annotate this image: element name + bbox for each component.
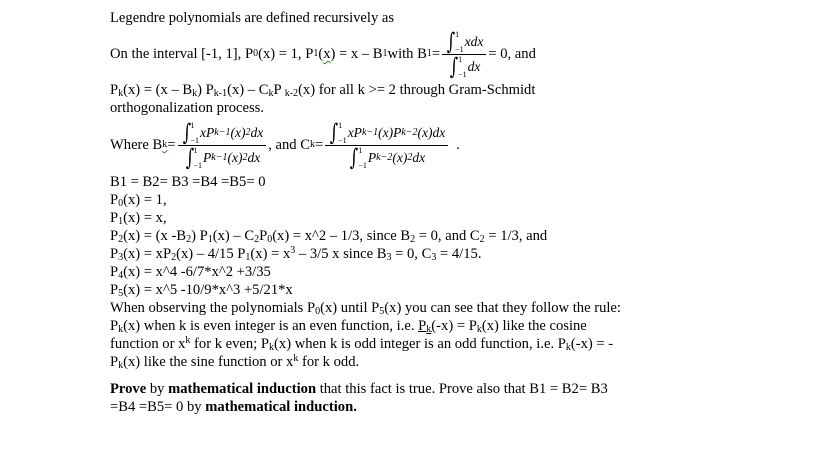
text-run: -x) = P <box>436 318 477 334</box>
text-run: (x) = (x – B <box>123 82 193 98</box>
text-run: mathematical induction. <box>205 399 357 415</box>
text-run: 4 <box>118 270 124 281</box>
text-run: (-x) = - <box>570 336 614 352</box>
text-run: 0 <box>118 198 124 209</box>
text-run: P <box>110 318 119 334</box>
integral-sign: ∫ 1 −1 <box>449 53 467 80</box>
text-run: k <box>293 353 299 364</box>
prove-line-2 <box>110 398 710 416</box>
recurrence-line-2: orthogonalization process. <box>110 100 265 116</box>
text-run: B1 = B2= B3 =B4 =B5= 0 <box>110 174 266 190</box>
recurrence-line-1 <box>110 81 710 99</box>
text-run: P <box>273 82 285 98</box>
result-line <box>110 263 710 281</box>
text-run: k <box>118 324 124 335</box>
result-line <box>110 191 710 209</box>
text-run: – 3/5 x since B <box>295 246 387 262</box>
text-run: (x) = (x -B <box>123 228 187 244</box>
results-block <box>110 173 710 371</box>
text-run: (x) = x^5 -10/9*x^3 +5/21*x <box>123 282 293 298</box>
text-run: 0 <box>315 306 321 317</box>
text-run: (x) = x^2 – 1/3, since B <box>272 228 411 244</box>
result-line <box>110 209 710 227</box>
text-run: k <box>192 88 198 99</box>
text-run: (x) – 4/15 P <box>176 246 246 262</box>
b1-fraction: ∫ 1 −1 xdx ∫ 1 −1 dx <box>442 30 486 79</box>
text-run: 1 <box>207 234 213 245</box>
text-run: 2 <box>186 234 192 245</box>
text-run: (x) for all k >= 2 through Gram-Schmidt <box>298 82 536 98</box>
text-run: (x) like the cosine <box>481 318 587 334</box>
text-run: P <box>110 82 119 98</box>
result-line <box>110 353 710 371</box>
text-run: k-2 <box>284 88 299 99</box>
text-run: k <box>476 324 482 335</box>
text-run: (x) like the sine function or x <box>123 354 294 370</box>
text-run: mathematical induction <box>168 381 317 397</box>
text-run: function or x <box>110 336 186 352</box>
interval-lead: On the interval [-1, 1], P <box>110 46 254 62</box>
text-run: (x) = xP <box>123 246 172 262</box>
result-line <box>110 281 710 299</box>
bk-fraction: ∫ 1 −1 xP k−1 (x) 2 dx ∫ 1 −1 P k−1 (x) 2 dx <box>178 121 267 170</box>
text-run: (x) when k is even integer is an even function, i.e. <box>123 318 419 334</box>
text-run: for k even; P <box>190 336 270 352</box>
text-run: (x) until P <box>320 300 380 316</box>
text-run: k <box>269 342 275 353</box>
text-run: When observing the polynomials P <box>110 300 316 316</box>
where-definition: Where B k = ∫ 1 −1 xP k−1 (x) 2 dx ∫ 1 −1 P k−1 (x) 2 dx , and C k = ∫ 1 −1 xP k−1 (x)P k−2 (x)dx ∫ 1 −1 P k−2 (x) 2 dx . <box>110 119 460 171</box>
text-run: 3 <box>386 252 392 263</box>
text-run: 5 <box>379 306 385 317</box>
text-run: P <box>110 246 119 262</box>
text-run: (x) when k is odd integer is an odd function, i.e. P <box>274 336 566 352</box>
text-run: = 0, and C <box>415 228 480 244</box>
text-run: P <box>110 210 119 226</box>
text-run: (x) – C <box>212 228 255 244</box>
intro-line <box>110 9 710 27</box>
text-run: = 1/3, and <box>484 228 548 244</box>
text-run: P <box>259 228 268 244</box>
text-run: k <box>118 88 124 99</box>
text-run: P <box>110 354 119 370</box>
text-run: (x) you can see that they follow the rule: <box>384 300 621 316</box>
text-run: 1 <box>245 252 251 263</box>
result-line <box>110 299 710 317</box>
text-run: 1 <box>118 216 124 227</box>
text-run: k <box>565 342 571 353</box>
text-run: 2 <box>410 234 416 245</box>
text-run: for k odd. <box>298 354 360 370</box>
text-run: ) P <box>197 82 214 98</box>
text-run: P <box>110 264 119 280</box>
text-run: k <box>118 360 124 371</box>
text-run: (x) = x, <box>123 210 167 226</box>
result-line <box>110 173 710 191</box>
spellcheck-word: x <box>323 46 331 62</box>
text-run: 2 <box>171 252 177 263</box>
text-run: P <box>418 318 427 334</box>
text-run: =B4 =B5= 0 by <box>110 399 206 415</box>
ck-fraction: ∫ 1 −1 xP k−1 (x)P k−2 (x)dx ∫ 1 −1 P k−2 (x) 2 dx <box>325 121 448 170</box>
text-run: (x) – C <box>227 82 269 98</box>
text-run: k <box>185 335 191 346</box>
text-run: (x) = x^4 -6/7*x^2 +3/35 <box>123 264 271 280</box>
result-line <box>110 227 710 245</box>
where-lead: Where B <box>110 137 163 153</box>
text-run: 3 <box>118 252 124 263</box>
text-run: 5 <box>118 288 124 299</box>
integral-sign: ∫ 1 −1 <box>446 28 464 55</box>
text-run: k <box>268 88 274 99</box>
text-run: P <box>110 192 119 208</box>
result-line <box>110 335 710 353</box>
text-run: P <box>110 282 119 298</box>
text-run: ( <box>431 318 437 334</box>
interval-definition: On the interval [-1, 1], P 0 (x) = 1, P 1 ( x ) = x – B 1 with B 1 = ∫ 1 −1 xdx ∫ 1 −1 dx = 0, and <box>110 28 536 80</box>
text-run: that this fact is true. Prove also that B1 = B2= B3 <box>316 381 608 397</box>
text-run: = 4/15. <box>436 246 482 262</box>
text-run: 3 <box>431 252 437 263</box>
text-run: Prove <box>110 381 147 397</box>
text-run: 3 <box>290 245 296 256</box>
prove-line-1 <box>110 380 710 398</box>
result-line <box>110 317 710 335</box>
text-run: (x) = x <box>250 246 291 262</box>
text-run: k-1 <box>213 88 228 99</box>
text-run: (x) = 1, <box>123 192 167 208</box>
text-run: 0 <box>267 234 273 245</box>
intro-text: Legendre polynomials are defined recursively as <box>110 10 395 26</box>
text-run: ) P <box>191 228 208 244</box>
text-run: P <box>110 228 119 244</box>
text-run: 2 <box>254 234 260 245</box>
text-run: = 0, C <box>391 246 432 262</box>
result-line <box>110 245 710 263</box>
text-run: 2 <box>118 234 124 245</box>
document <box>110 9 710 416</box>
text-run: 2 <box>479 234 485 245</box>
text-run: k <box>426 324 432 335</box>
text-run: by <box>146 381 169 397</box>
